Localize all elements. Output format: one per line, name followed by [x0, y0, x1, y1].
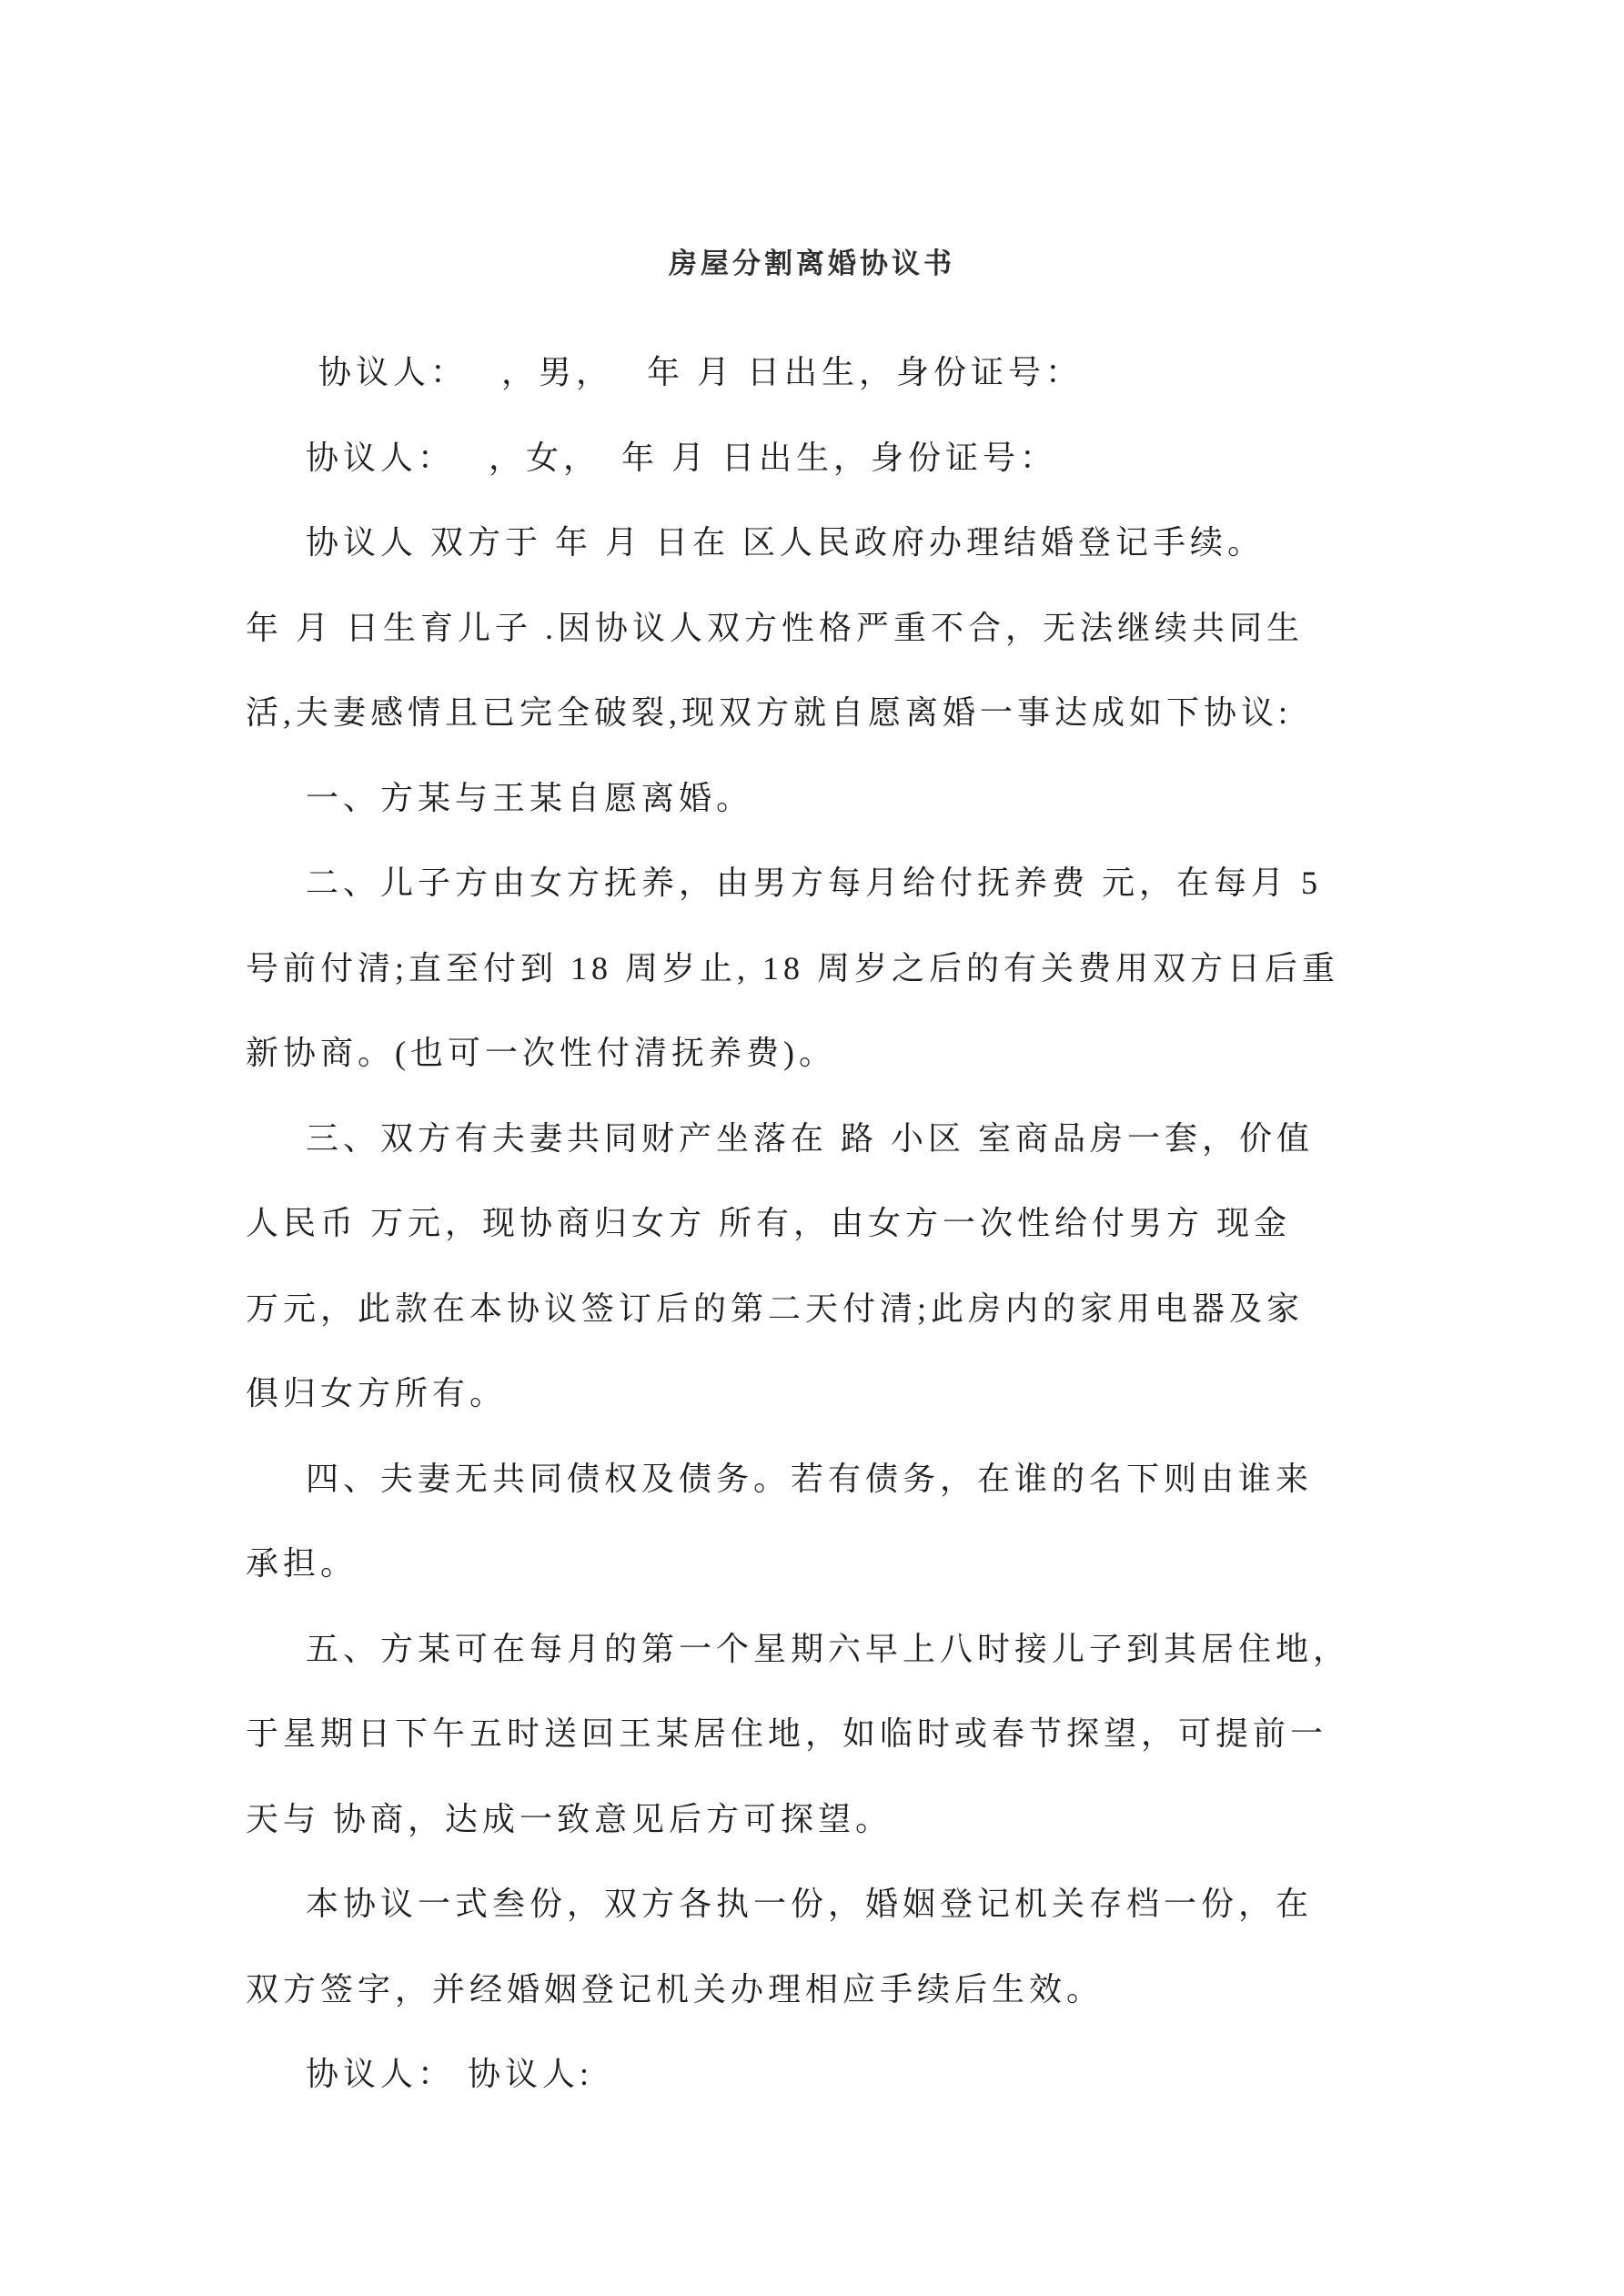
document-line: 一、方某与王某自愿离婚。 [306, 779, 754, 816]
document-line: 万元，此款在本协议签订后的第二天付清;此房内的家用电器及家 [246, 1290, 1305, 1327]
document-line: 四、夫妻无共同债权及债务。若有债务，在谁的名下则由谁来 [306, 1460, 1314, 1497]
document-line: 五、方某可在每月的第一个星期六早上八时接儿子到其居住地， [306, 1630, 1351, 1667]
document-body [246, 330, 1383, 2118]
document-line: 协议人： 协议人: [306, 2056, 594, 2092]
document-title: 房屋分割离婚协议书 [669, 248, 955, 279]
document-line: 号前付清;直至付到 18 周岁止, 18 周岁之后的有关费用双方日后重 [246, 949, 1340, 986]
document-line: 承担。 [246, 1545, 358, 1582]
document-line: 活,夫妻感情且已完全破裂,现双方就自愿离婚一事达成如下协议: [246, 694, 1293, 731]
document-line: 新协商。(也可一次性付清抚养费)。 [246, 1035, 836, 1071]
document-line: 俱归女方所有。 [246, 1375, 508, 1411]
document-line: 双方签字，并经婚姻登记机关办理相应手续后生效。 [246, 1970, 1105, 2008]
document-line: 人民币 万元，现协商归女方 所有，由女方一次性给付男方 现金 [246, 1205, 1292, 1241]
document-line: 二、儿子方由女方抚养，由男方每月给付抚养费 元，在每月 5 [306, 865, 1323, 901]
document-line: 协议人 双方于 年 月 日在 区人民政府办理结婚登记手续。 [306, 524, 1266, 561]
document-line: 三、双方有夫妻共同财产坐落在 路 小区 室商品房一套，价值 [306, 1119, 1315, 1157]
document-line: 年 月 日生育儿子 .因协议人双方性格严重不合，无法继续共同生 [246, 609, 1305, 646]
document-line: 于星期日下午五时送回王某居住地，如临时或春节探望，可提前一 [246, 1715, 1328, 1752]
document-line: 协议人： ，男， 年 月 日出生，身份证号： [306, 354, 1084, 390]
document-line: 本协议一式叁份，双方各执一份，婚姻登记机关存档一份，在 [306, 1886, 1314, 1922]
document-line: 协议人： ，女， 年 月 日出生，身份证号： [306, 439, 1058, 476]
document-line: 天与 协商，达成一致意见后方可探望。 [246, 1800, 893, 1837]
